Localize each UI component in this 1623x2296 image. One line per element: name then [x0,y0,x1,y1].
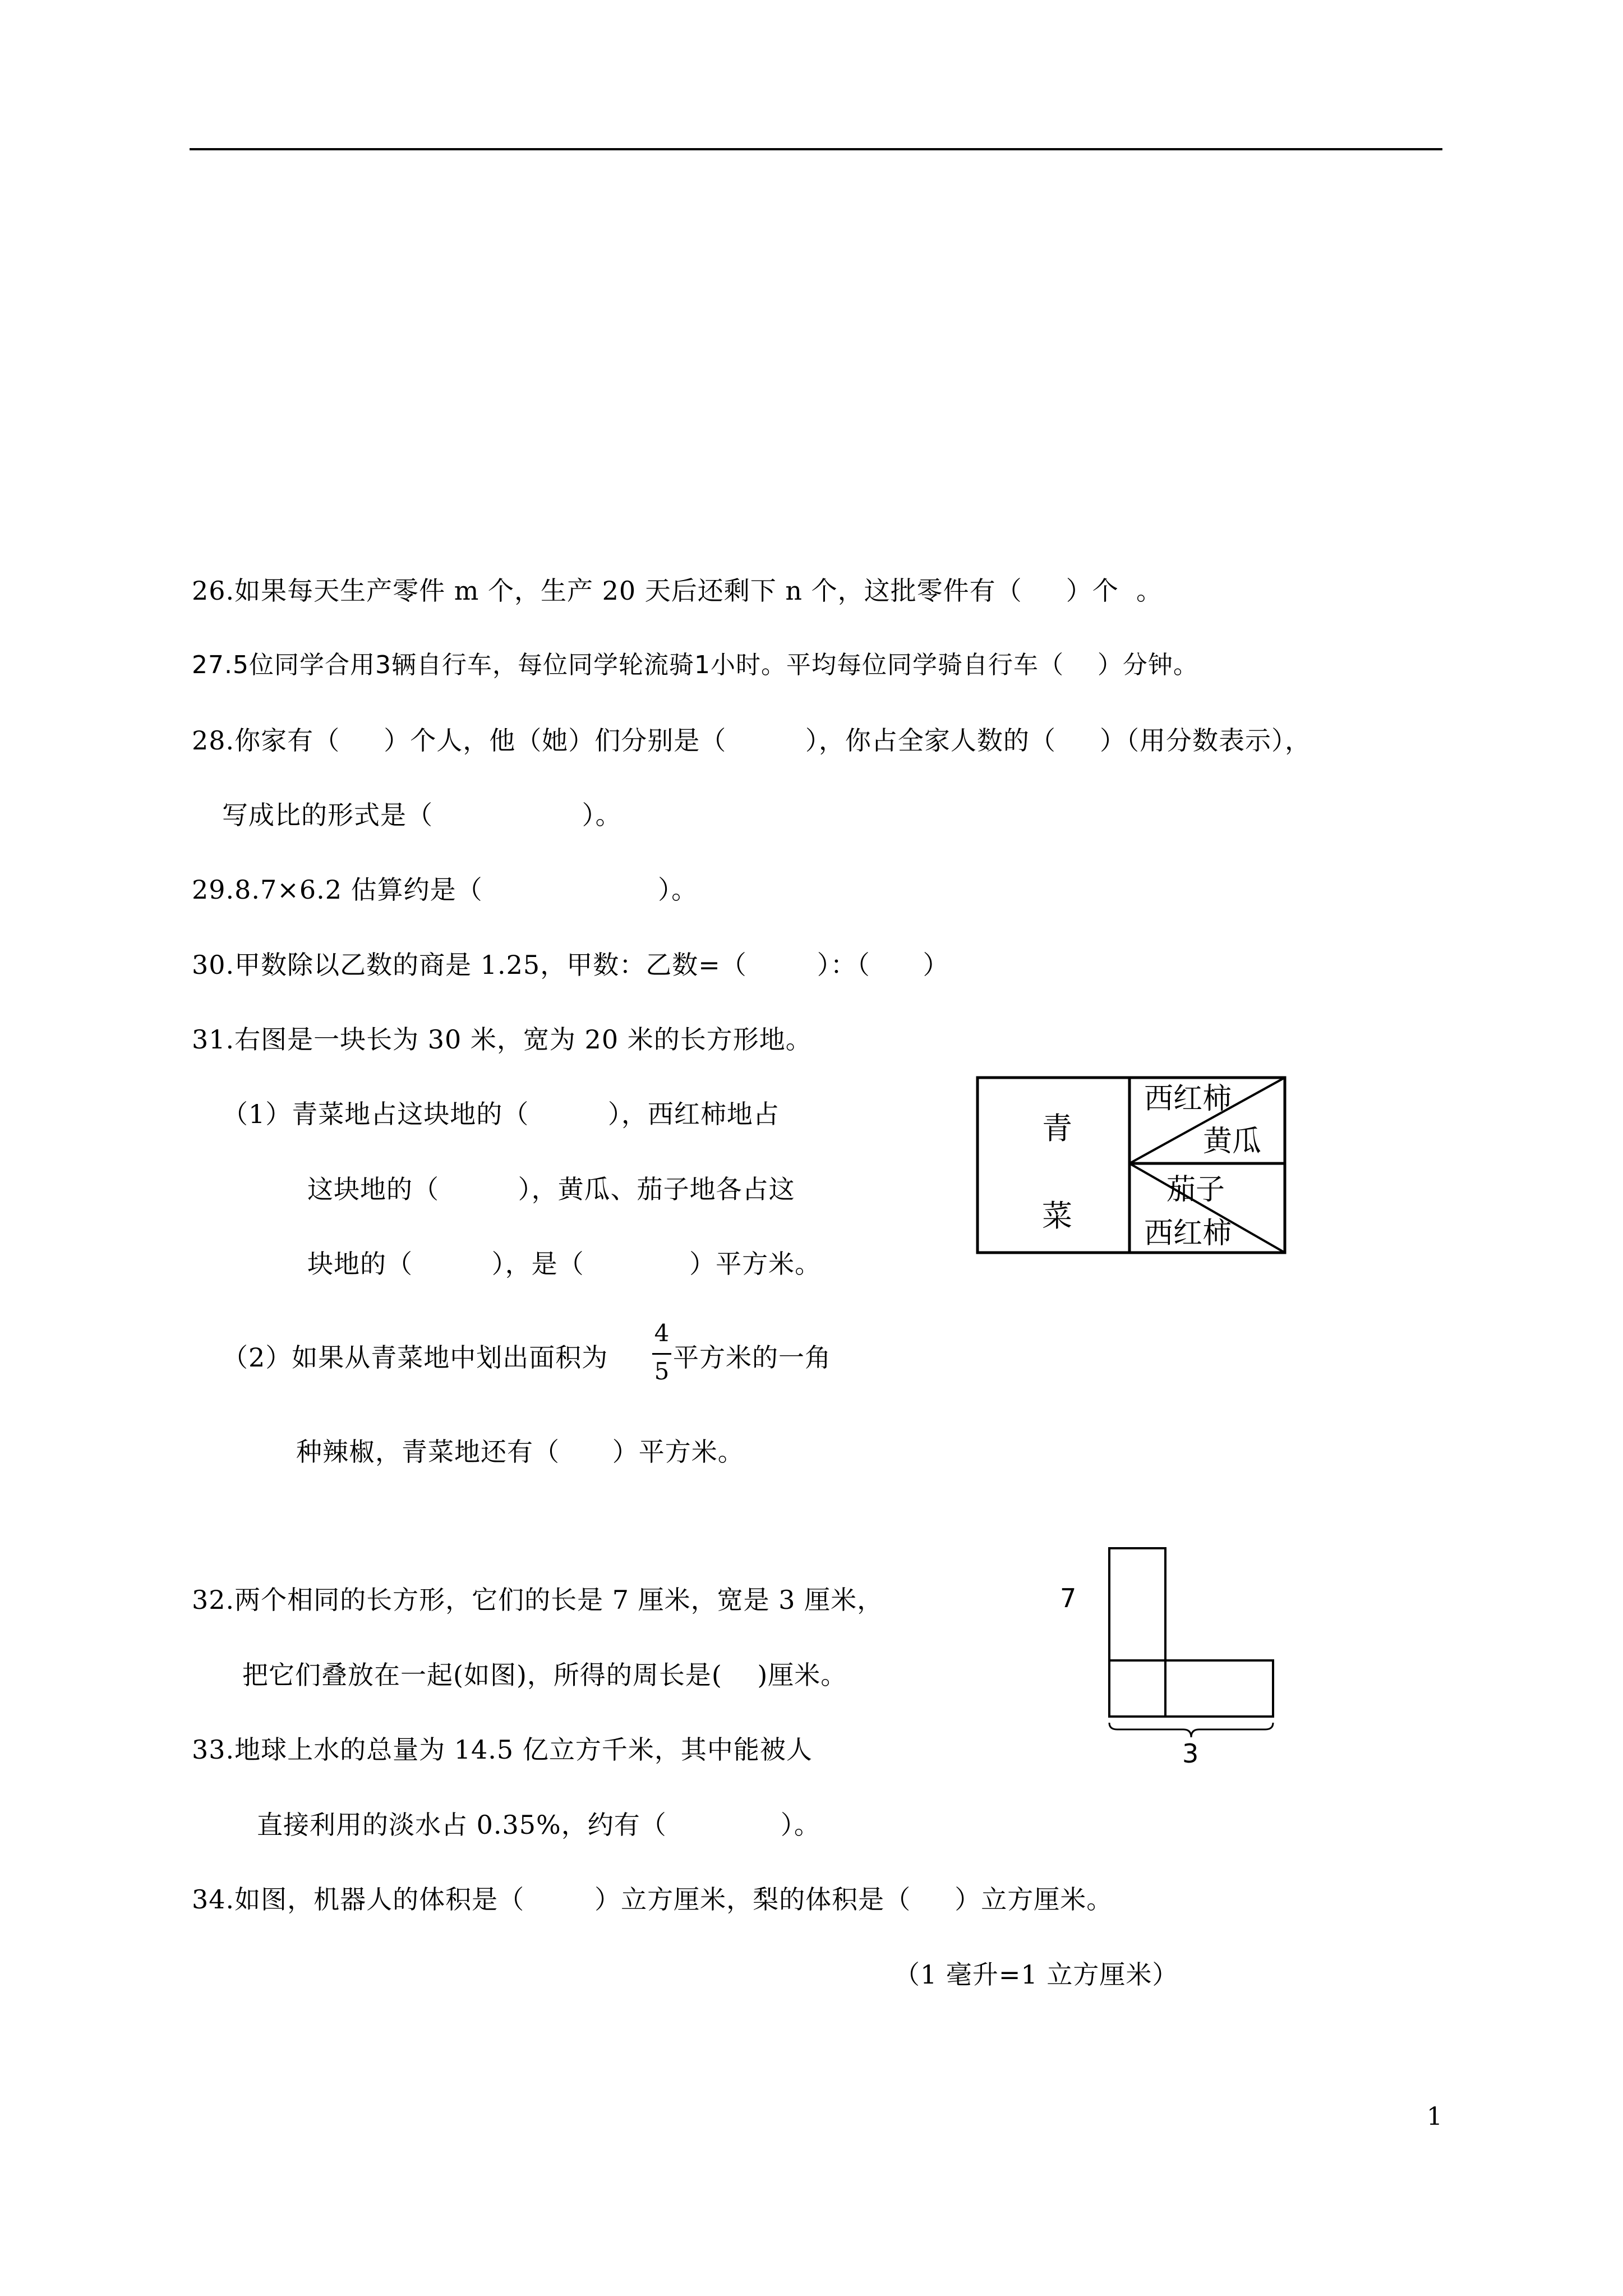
question-34-note: （1 毫升=1 立方厘米） [894,1959,1179,1990]
question-31-part2-pre: （2）如果从青菜地中划出面积为 [222,1342,608,1373]
question-31-part1-line1: （1）青菜地占这块地的（ ），西红柿地占 [222,1099,780,1129]
header-rule [190,148,1442,150]
question-28-line1: 28.你家有（ ）个人，他（她）们分别是（ ），你占全家人数的（ ）（用分数表示）， [192,725,1311,756]
question-31-part1-line3: 块地的（ ），是（ ）平方米。 [307,1249,822,1279]
question-31-part1-line2: 这块地的（ ），黄瓜、茄子地各占这 [307,1174,795,1204]
question-27: 27.5位同学合用3辆自行车，每位同学轮流骑1小时。平均每位同学骑自行车（ ）分钟。 [192,651,1198,679]
fraction-denominator: 5 [654,1358,670,1385]
question-32-line1: 32.两个相同的长方形，它们的长是 7 厘米，宽是 3 厘米， [192,1585,884,1615]
rectangles-diagram [1049,1545,1279,1767]
question-29: 29.8.7×6.2 估算约是（ ）。 [192,875,698,905]
question-28-line2: 写成比的形式是（ ）。 [222,800,622,830]
label-huanggua: 黄瓜 [1203,1125,1262,1158]
label-3: 3 [1182,1738,1199,1767]
question-32-line2: 把它们叠放在一起(如图)，所得的周长是( )厘米。 [242,1660,847,1690]
label-xihongshi-bottom: 西红柿 [1144,1217,1232,1250]
question-31-part2-line2: 种辣椒，青菜地还有（ ）平方米。 [296,1437,744,1467]
fraction-bar [652,1353,671,1355]
field-diagram [976,1076,1295,1267]
label-qiezi: 茄子 [1166,1173,1225,1207]
label-7: 7 [1060,1583,1077,1613]
question-31: 31.右图是一块长为 30 米，宽为 20 米的长方形地。 [192,1024,812,1055]
page-number: 1 [1427,2102,1442,2131]
label-cai: 菜 [1042,1198,1072,1234]
question-33-line1: 33.地球上水的总量为 14.5 亿立方千米，其中能被人 [192,1734,813,1765]
question-26: 26.如果每天生产零件 m 个，生产 20 天后还剩下 n 个，这批零件有（ ）个 。 [192,576,1163,606]
question-34: 34.如图，机器人的体积是（ ）立方厘米，梨的体积是（ ）立方厘米。 [192,1884,1113,1915]
label-xihongshi-top: 西红柿 [1144,1082,1232,1116]
label-qing: 青 [1042,1111,1072,1146]
question-30: 30.甲数除以乙数的商是 1.25，甲数：乙数=（ ）：（ ） [192,950,949,980]
fraction-numerator: 4 [654,1319,670,1347]
question-33-line2: 直接利用的淡水占 0.35%，约有（ ）。 [257,1810,820,1840]
question-31-part2-post: 平方米的一角 [673,1342,831,1373]
